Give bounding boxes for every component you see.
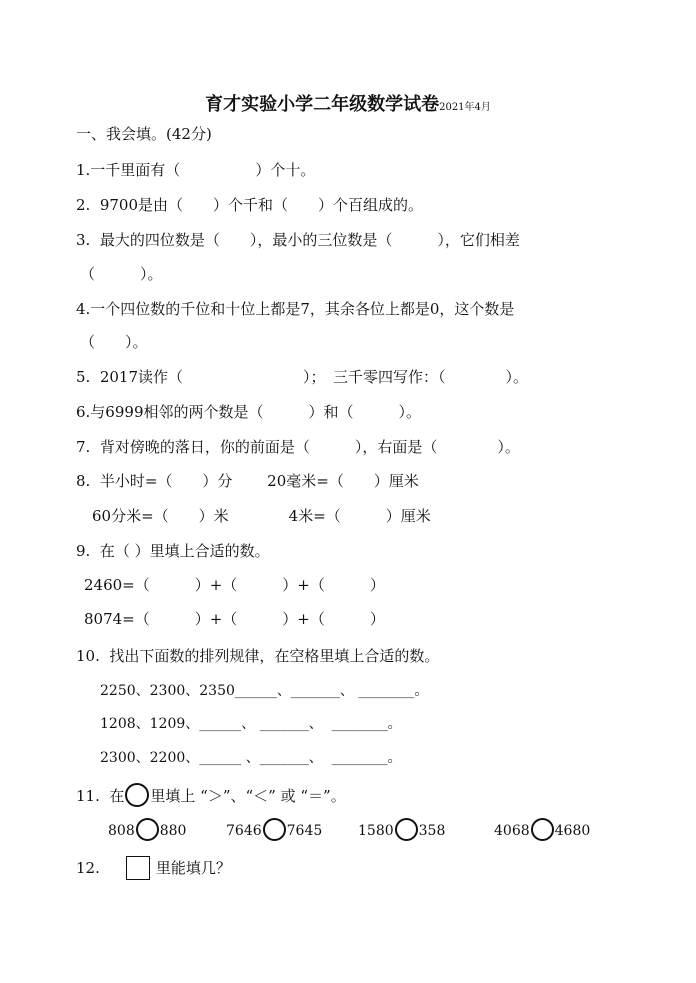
compare-item-2: [226, 818, 322, 841]
question-7: 7. 背对傍晚的落日，你的前面是（ ），右面是（ ）。: [76, 438, 520, 456]
compare-right: 358: [418, 823, 446, 839]
question-3-line1: 3. 最大的四位数是（ ），最小的三位数是（ ），它们相差: [76, 231, 520, 249]
circle-icon: [125, 783, 149, 807]
title-main: 育才实验小学二年级数学试卷: [205, 94, 440, 115]
compare-right: 4680: [554, 823, 591, 839]
compare-left: 1580: [358, 823, 394, 839]
question-9-row1: 2460=（ ）+（ ）+（ ）: [84, 576, 385, 594]
answer-box[interactable]: [126, 856, 150, 880]
title-date: 2021年4月: [439, 102, 491, 113]
compare-left: 7646: [226, 823, 262, 839]
question-1: 1.一千里面有（ ）个十。: [76, 161, 316, 179]
compare-circle[interactable]: [136, 818, 159, 841]
question-4-line2: （ ）。: [80, 333, 148, 351]
question-12: [76, 856, 231, 880]
compare-circle[interactable]: [263, 818, 286, 841]
question-11-prefix: 11. 在: [76, 787, 125, 805]
question-11-suffix: 里填上 “＞”、“＜” 或 “＝”。: [150, 787, 346, 805]
exam-title: [0, 90, 696, 116]
question-12-text: 里能填几？: [155, 859, 231, 877]
question-3-line2: （ ）。: [80, 265, 163, 283]
compare-left: 4068: [494, 823, 530, 839]
compare-item-1: [108, 818, 186, 841]
compare-left: 808: [108, 823, 135, 839]
question-6: 6.与6999相邻的两个数是（ ）和（ ）。: [76, 403, 421, 421]
compare-item-3: [358, 818, 445, 841]
question-10: 10. 找出下面数的排列规律，在空格里填上合适的数。: [76, 647, 440, 665]
compare-item-4: [494, 818, 590, 841]
question-9-row2: 8074=（ ）+（ ）+（ ）: [84, 610, 385, 628]
question-12-number: 12.: [76, 859, 100, 877]
question-4-line1: 4.一个四位数的千位和十位上都是7，其余各位上都是0，这个数是: [76, 300, 515, 318]
question-8-line2: 60分米=（ ）米 4米=（ ）厘米: [92, 507, 431, 525]
question-10-row2: 1208、1209、______、 _______、 ________。: [100, 716, 402, 732]
compare-circle[interactable]: [395, 818, 418, 841]
question-10-row1: 2250、2300、2350______、_______、 ________。: [100, 683, 429, 699]
question-10-row3: 2300、2200、______ 、_______、 ________。: [100, 750, 402, 766]
compare-right: 880: [159, 823, 187, 839]
compare-right: 7645: [286, 823, 323, 839]
question-9: 9. 在（ ）里填上合适的数。: [76, 542, 270, 560]
question-8-line1: 8. 半小时=（ ）分 20毫米=（ ）厘米: [76, 472, 419, 490]
question-11: [76, 783, 346, 807]
question-5: 5. 2017读作（ ）； 三千零四写作：（ ）。: [76, 368, 529, 386]
compare-circle[interactable]: [531, 818, 554, 841]
section-heading: 一、我会填。(42分): [76, 125, 212, 143]
question-2: 2. 9700是由（ ）个千和（ ）个百组成的。: [76, 196, 424, 214]
